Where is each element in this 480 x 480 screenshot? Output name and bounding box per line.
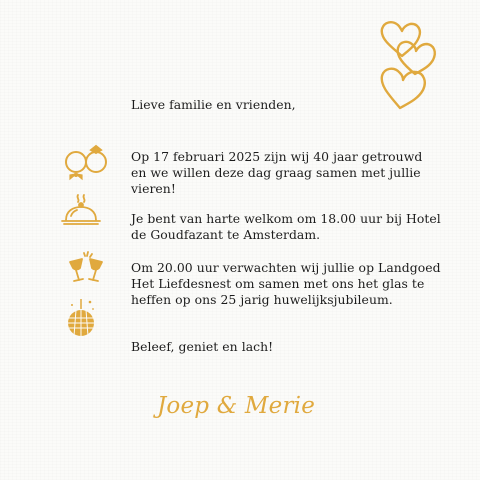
wedding-rings-icon (60, 144, 112, 184)
greeting-text: Lieve familie en vrienden, (131, 97, 296, 112)
paragraph-dinner: Je bent van harte welkom om 18.00 uur bij Hotel de Goudfazant te Amsterdam. (131, 211, 441, 242)
paragraph-party: Om 20.00 uur verwachten wij jullie op Landgoed Het Liefdesnest om samen met ons het glas te heffen op ons 25 jarig huwelijksjubileum. (131, 260, 441, 307)
signature: Joep & Merie (157, 393, 316, 419)
paragraph-date: Op 17 februari 2025 zijn wij 40 jaar getrouwd en we willen deze dag graag samen met jullie vieren! (131, 149, 423, 196)
disco-ball-icon (62, 297, 100, 339)
paragraph-closing: Beleef, geniet en lach! (131, 339, 274, 354)
champagne-glasses-icon (64, 250, 108, 284)
dinner-cloche-icon (60, 193, 104, 231)
